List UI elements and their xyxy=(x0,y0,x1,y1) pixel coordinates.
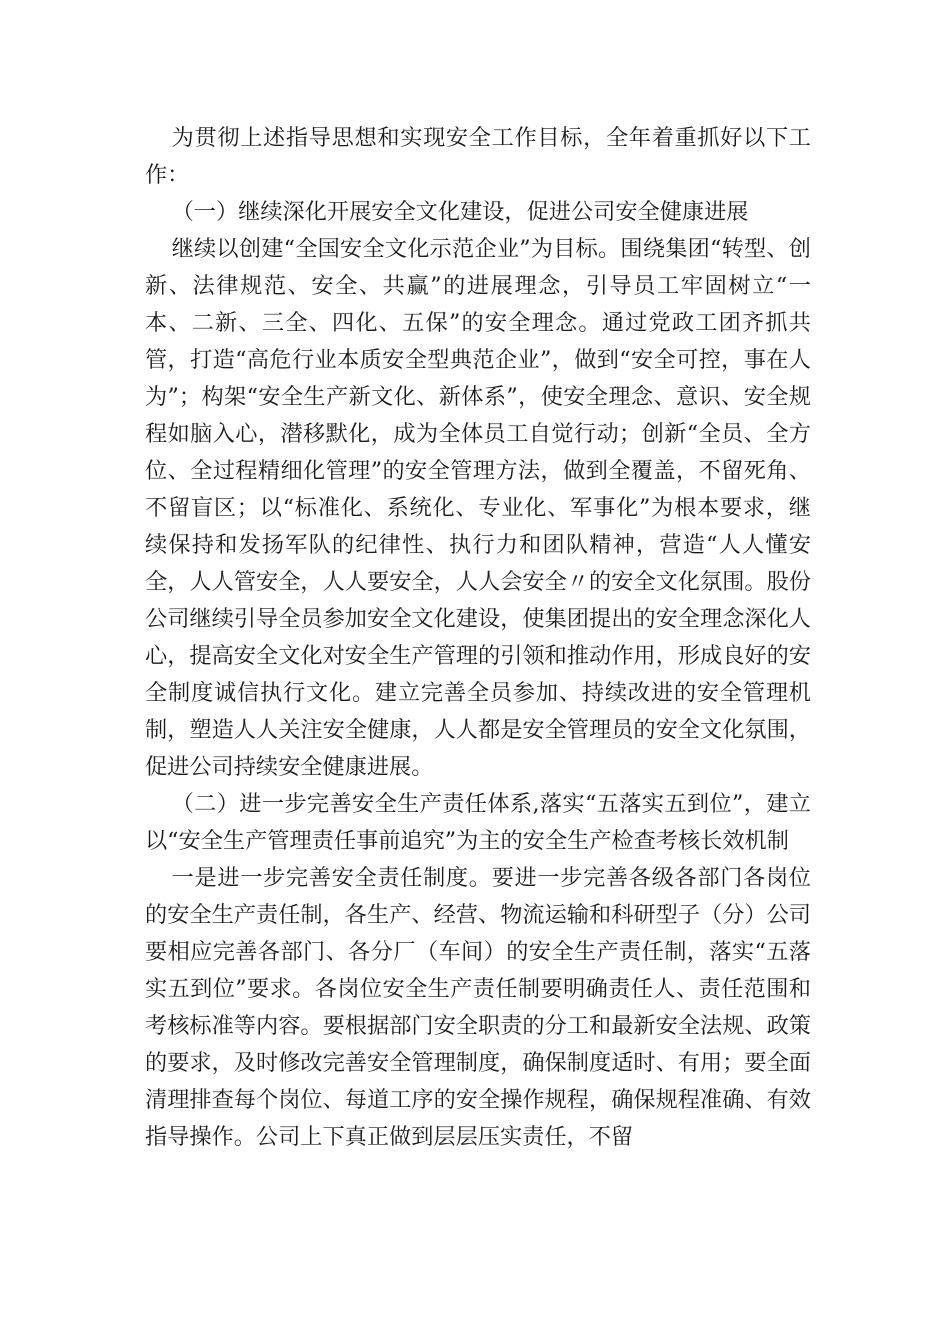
paragraph-intro: 为贯彻上述指导思想和实现安全工作目标，全年着重抓好以下工作： xyxy=(145,125,811,188)
paragraph-section-2: 一是进一步完善安全责任制度。要进一步完善各级各部门各岗位的安全生产责任制，各生产、经营、物流运输和科研型子（分）公司要相应完善各部门、各分厂（车间）的安全生产责任制，落实“五落实五到位”要求。各岗位安全生产责任制要明确责任人、责任范围和考核标准等内容。要根据部门安全职责的分工和最新安全法规、政策的要求，及时修改完善安全管理制度，确保制度适时、有用；要全面清理排查每个岗位、每道工序的安全操作规程，确保规程准确、有效指导操作。公司上下真正做到层层压实责任，不留 xyxy=(145,865,811,1150)
paragraph-section-1: 继续以创建“全国安全文化示范企业”为目标。围绕集团“转型、创新、法律规范、安全、共赢”的进展理念，引导员工牢固树立“一本、二新、三全、四化、五保”的安全理念。通过党政工团齐抓共管，打造“高危行业本质安全型典范企业”，做到“安全可控，事在人为”；构架“安全生产新文化、新体系”，使安全理念、意识、安全规程如脑入心，潜移默化，成为全体员工自觉行动；创新“全员、全方位、全过程精细化管理”的安全管理方法，做到全覆盖，不留死角、不留盲区；以“标准化、系统化、专业化、军事化”为根本要求，继续保持和发扬军队的纪律性、执行力和团队精神，营造“人人懂安全，人人管安全，人人要安全，人人会安全〃的安全文化氛围。股份公司继续引导全员参加安全文化建设，使集团提出的安全理念深化人心，提高安全文化对安全生产管理的引领和推动作用，形成良好的安全制度诚信执行文化。建立完善全员参加、持续改进的安全管理机制，塑造人人关注安全健康，人人都是安全管理员的安全文化氛围，促进公司持续安全健康进展。 xyxy=(145,236,811,780)
section-heading-2: （二）进一步完善安全生产责任体系,落实“五落实五到位”，建立以“安全生产管理责任事前追究”为主的安全生产检查考核长效机制 xyxy=(145,791,811,854)
document-page xyxy=(145,120,811,1156)
section-heading-1: （一）继续深化开展安全文化建设，促进公司安全健康进展 xyxy=(171,199,749,225)
